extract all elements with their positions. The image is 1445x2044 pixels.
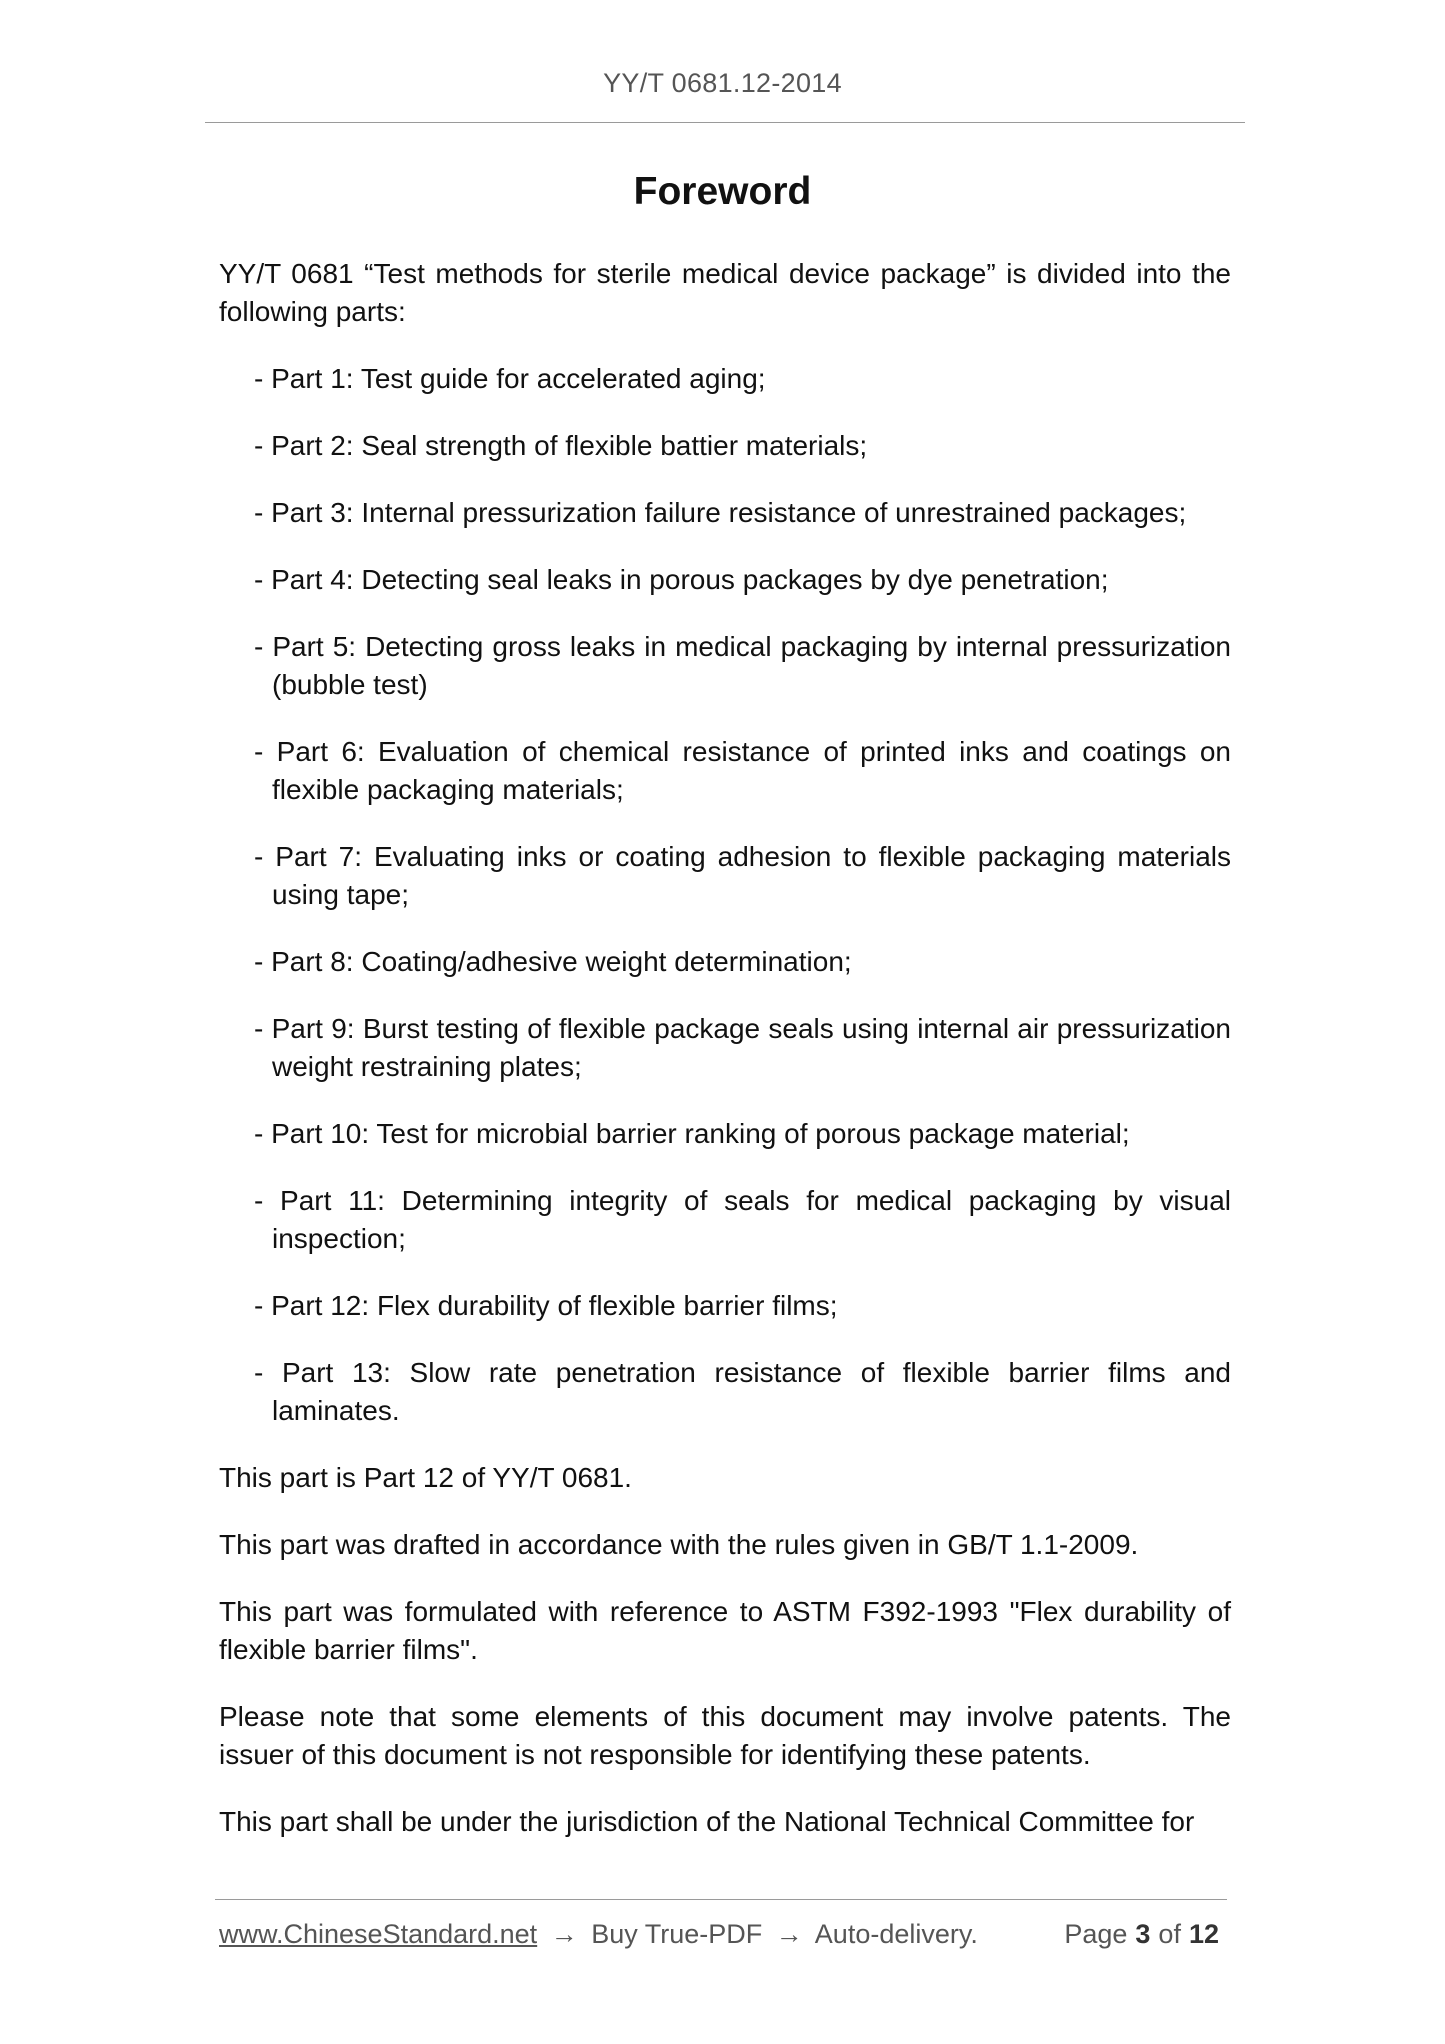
delivery-text: Auto-delivery. [814,1919,978,1949]
page-of-label: of [1158,1919,1181,1949]
page-label: Page [1064,1919,1128,1949]
page-header-doc-code: YY/T 0681.12-2014 [603,68,842,98]
buy-text: Buy True-PDF [591,1919,763,1949]
list-item: - Part 6: Evaluation of chemical resistance of printed inks and coatings on flexible packaging materials; [254,736,1231,805]
document-body [219,255,1231,1870]
parts-list [219,360,1231,1430]
list-item: - Part 5: Detecting gross leaks in medical packaging by internal pressurization (bubble test) [254,631,1231,700]
list-item: - Part 7: Evaluating inks or coating adhesion to flexible packaging materials using tape; [254,841,1231,910]
paragraph-part-number: This part is Part 12 of YY/T 0681. [219,1462,632,1493]
paragraph-jurisdiction: This part shall be under the jurisdiction of the National Technical Committee for [219,1806,1195,1837]
header-divider [205,122,1245,123]
intro-paragraph: YY/T 0681 “Test methods for sterile medical device package” is divided into the following parts: [219,258,1231,327]
list-item: - Part 13: Slow rate penetration resistance of flexible barrier films and laminates. [254,1357,1231,1426]
website-link[interactable]: www.ChineseStandard.net [219,1919,538,1949]
arrow-right-icon: → [550,1919,578,1949]
footer-divider [215,1899,1227,1900]
section-title: Foreword [633,170,812,213]
paragraph-reference: This part was formulated with reference to ASTM F392-1993 "Flex durability of flexible barrier films". [219,1596,1231,1665]
paragraph-drafting-rules: This part was drafted in accordance with the rules given in GB/T 1.1-2009. [219,1529,1139,1560]
list-item: - Part 2: Seal strength of flexible battier materials; [254,430,868,461]
list-item: - Part 10: Test for microbial barrier ranking of porous package material; [254,1118,1130,1149]
paragraph-patents: Please note that some elements of this document may involve patents. The issuer of this document is not responsible for identifying these patents. [219,1701,1231,1770]
page-number-indicator [1064,1919,1227,1950]
list-item: - Part 8: Coating/adhesive weight determination; [254,946,852,977]
arrow-right-icon: → [775,1919,803,1949]
list-item: - Part 4: Detecting seal leaks in porous packages by dye penetration; [254,564,1109,595]
list-item: - Part 9: Burst testing of flexible package seals using internal air pressurization weight restraining plates; [254,1013,1231,1082]
page-current: 3 [1135,1919,1151,1949]
list-item: - Part 12: Flex durability of flexible barrier films; [254,1290,838,1321]
list-item: - Part 11: Determining integrity of seals for medical packaging by visual inspection; [254,1185,1231,1254]
list-item: - Part 3: Internal pressurization failure resistance of unrestrained packages; [254,497,1187,528]
page-total: 12 [1188,1919,1219,1949]
page-footer [219,1919,1227,1950]
list-item: - Part 1: Test guide for accelerated aging; [254,363,766,394]
